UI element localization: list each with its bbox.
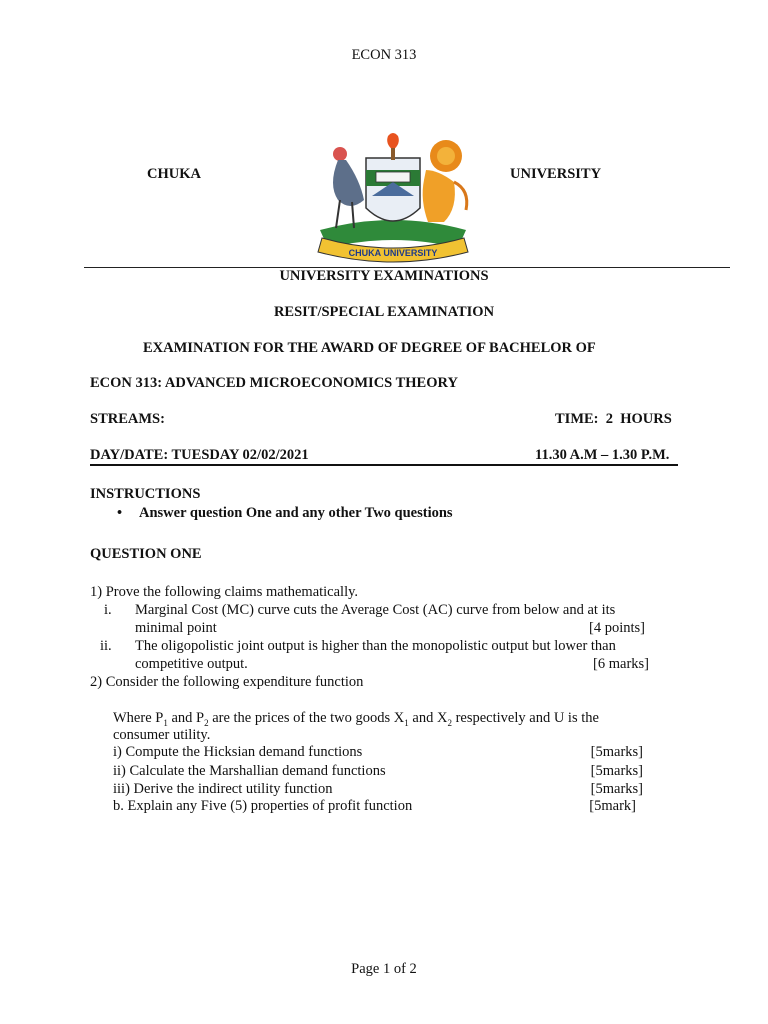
part-row [113,744,643,761]
time-label: TIME: 2 HOURS [555,411,672,427]
exam-title-line3: EXAMINATION FOR THE AWARD OF DEGREE OF BACHELOR OF [143,340,596,356]
where-text-d: and X [408,710,448,726]
where-text-a: Where P [113,710,164,726]
instructions-heading: INSTRUCTIONS [90,486,201,502]
where-text-b: and P [167,710,205,726]
q1-i-line1: Marginal Cost (MC) curve cuts the Average Cost (AC) curve from below and at its [135,602,616,618]
where-line1 [113,710,599,728]
q1-i-marks: [4 points] [589,620,645,636]
logo-torch-handle [391,148,395,160]
day-date-label: DAY/DATE: TUESDAY 02/02/2021 [90,447,309,463]
page-number: Page 1 of 2 [351,961,417,977]
part-text: i) Compute the Hicksian demand functions [113,744,363,760]
q1-ii-marks: [6 marks] [593,656,649,672]
question-one-heading: QUESTION ONE [90,546,202,562]
where-sub-2: 2 [204,717,209,728]
q1-intro: 1) Prove the following claims mathematically. [90,584,359,600]
bullet-icon: • [117,505,123,521]
part-text: iii) Derive the indirect utility function [113,781,333,797]
course-code-header: ECON 313 [351,47,417,63]
part-row [113,798,643,815]
part-text: ii) Calculate the Marshallian demand functions [113,763,386,779]
instruction-bullet: Answer question One and any other Two questions [139,505,453,521]
q1-ii-number: ii. [100,638,112,654]
masthead-right-word: UNIVERSITY [510,166,602,182]
exam-title-line1: UNIVERSITY EXAMINATIONS [279,268,489,284]
clock-label: 11.30 A.M – 1.30 P.M. [535,447,670,463]
logo-lion-body [423,170,455,222]
logo-lion-tail [454,182,467,210]
where-sub-4: 2 [447,717,452,728]
part-marks: [5marks] [590,763,643,779]
part-row [113,763,643,780]
masthead-left-word: CHUKA [147,166,201,182]
q1-ii-line1: The oligopolistic joint output is higher than the monopolistic output but lower than [135,638,616,654]
course-title: ECON 313: ADVANCED MICROECONOMICS THEORY [90,375,458,391]
details-rule [90,464,678,466]
logo-lion-face [437,147,455,165]
q1-ii-line2: competitive output. [135,656,248,672]
q1-i-number: i. [104,602,112,618]
logo-torch-flame [387,133,399,150]
logo-bird-body [333,160,364,206]
university-logo [308,130,478,265]
q1-ii-line2-row [135,656,649,673]
where-sub-3: 1 [404,717,409,728]
where-text-c: are the prices of the two goods X [208,710,405,726]
exam-title-line2: RESIT/SPECIAL EXAMINATION [273,304,495,320]
part-marks: [5marks] [590,781,643,797]
streams-label: STREAMS: [90,411,165,427]
q1-i-line2: minimal point [135,620,217,636]
part-marks: [5marks] [590,744,643,760]
where-text-e: respectively and U is the [451,710,599,726]
where-sub-1: 1 [163,717,168,728]
q2-intro: 2) Consider the following expenditure function [90,674,364,690]
logo-bird-head [333,147,347,161]
part-marks: [5mark] [589,798,636,814]
part-row [113,781,643,798]
logo-book [376,172,410,182]
where-line2: consumer utility. [113,727,211,743]
q1-i-line2-row [135,620,645,637]
part-text: b. Explain any Five (5) properties of profit function [113,798,413,814]
logo-ribbon-text: CHUKA UNIVERSITY [348,248,438,258]
